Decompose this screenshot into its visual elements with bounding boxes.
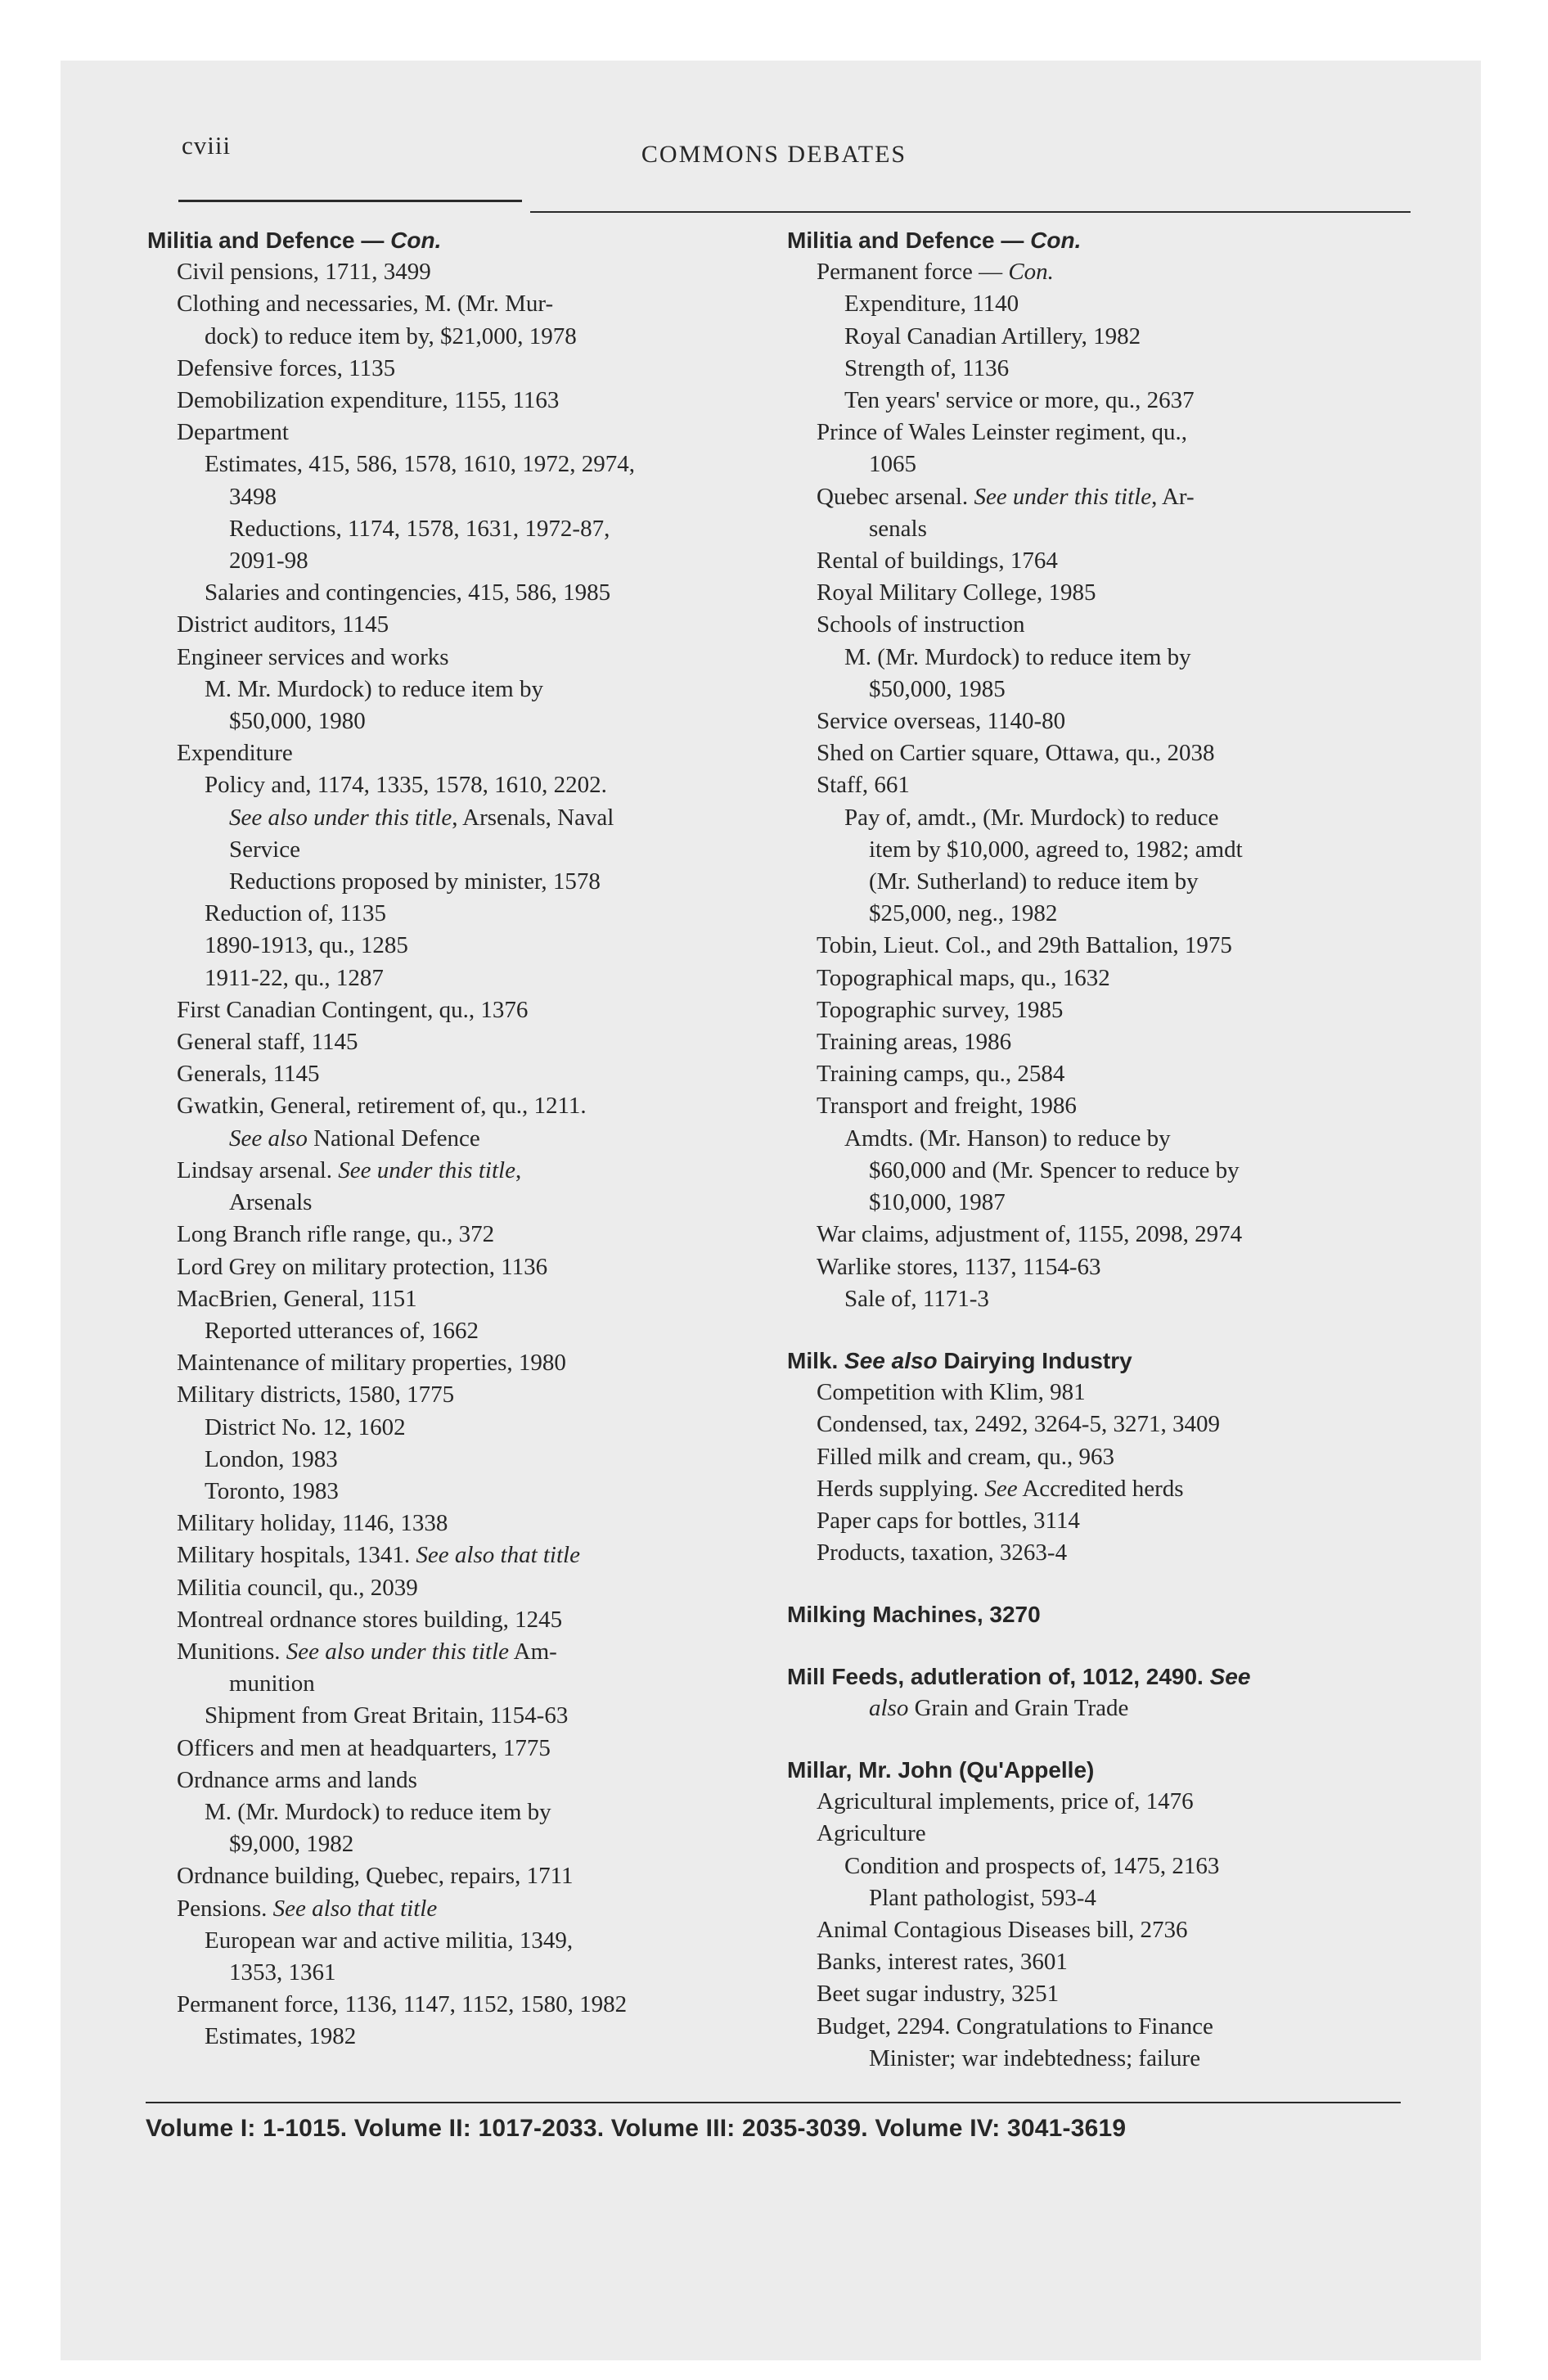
index-entry: Budget, 2294. Congratulations to Finance	[817, 2013, 1213, 2040]
index-entry: Military hospitals, 1341. See also that title	[177, 1542, 580, 1569]
index-entry: Transport and freight, 1986	[817, 1093, 1077, 1120]
index-entry: Lindsay arsenal. See under this title,	[177, 1156, 522, 1183]
index-entry: 1065	[869, 451, 916, 478]
index-entry: M. (Mr. Murdock) to reduce item by	[205, 1798, 551, 1825]
index-entry: Training areas, 1986	[817, 1029, 1012, 1056]
index-entry: Paper caps for bottles, 3114	[817, 1507, 1080, 1534]
index-entry: Reductions, 1174, 1578, 1631, 1972-87,	[229, 515, 610, 542]
index-entry: Civil pensions, 1711, 3499	[177, 259, 431, 286]
index-entry: also Grain and Grain Trade	[869, 1694, 1129, 1721]
index-entry: Service	[229, 836, 300, 863]
index-heading: Militia and Defence — Con.	[147, 228, 442, 253]
index-entry: Tobin, Lieut. Col., and 29th Battalion, 1975	[817, 932, 1232, 959]
index-entry: District No. 12, 1602	[205, 1413, 406, 1440]
index-entry: Expenditure	[177, 740, 293, 767]
index-entry: munition	[229, 1670, 315, 1697]
index-entry: Quebec arsenal. See under this title, Ar-	[817, 483, 1195, 510]
index-entry: Herds supplying. See Accredited herds	[817, 1475, 1184, 1502]
index-entry: $9,000, 1982	[229, 1831, 354, 1858]
entry-spacer	[787, 1569, 1393, 1598]
index-entry: Engineer services and works	[177, 643, 449, 670]
index-entry: Staff, 661	[817, 772, 910, 799]
index-entry: Rental of buildings, 1764	[817, 548, 1058, 575]
index-entry: MacBrien, General, 1151	[177, 1285, 417, 1312]
index-entry: Permanent force, 1136, 1147, 1152, 1580, 1982	[177, 1991, 628, 2018]
index-entry: Service overseas, 1140-80	[817, 708, 1066, 735]
index-entry: Expenditure, 1140	[844, 291, 1019, 318]
page-number: cviii	[182, 131, 232, 160]
index-entry: Ordnance building, Quebec, repairs, 1711	[177, 1863, 574, 1890]
index-entry: item by $10,000, agreed to, 1982; amdt	[869, 836, 1243, 863]
index-entry: London, 1983	[205, 1445, 338, 1472]
index-entry: European war and active militia, 1349,	[205, 1927, 574, 1954]
footer-rule	[146, 2102, 1401, 2103]
index-entry: 3498	[229, 483, 277, 510]
index-heading: Mill Feeds, adutleration of, 1012, 2490. See	[787, 1663, 1251, 1689]
entry-spacer	[787, 1724, 1393, 1754]
index-entry: Competition with Klim, 981	[817, 1379, 1086, 1406]
index-entry: Plant pathologist, 593-4	[869, 1884, 1096, 1911]
index-entry: 2091-98	[229, 548, 308, 575]
index-entry: Beet sugar industry, 3251	[817, 1981, 1060, 2008]
index-entry: Ten years' service or more, qu., 2637	[844, 387, 1195, 414]
index-entry: Military holiday, 1146, 1338	[177, 1510, 448, 1537]
index-entry: 1890-1913, qu., 1285	[205, 932, 408, 959]
index-entry: $60,000 and (Mr. Spencer to reduce by	[869, 1156, 1240, 1183]
index-entry: Filled milk and cream, qu., 963	[817, 1443, 1115, 1470]
index-entry: See also under this title, Arsenals, Naval	[229, 804, 614, 831]
index-entry: Strength of, 1136	[844, 354, 1010, 381]
index-entry: dock) to reduce item by, $21,000, 1978	[205, 322, 577, 349]
index-entry: Department	[177, 419, 289, 446]
index-entry: Prince of Wales Leinster regiment, qu.,	[817, 419, 1187, 446]
index-entry: Ordnance arms and lands	[177, 1766, 417, 1793]
index-entry: $10,000, 1987	[869, 1189, 1006, 1216]
index-entry: Toronto, 1983	[205, 1477, 339, 1504]
index-entry: Condensed, tax, 2492, 3264-5, 3271, 3409	[817, 1411, 1220, 1438]
index-entry: Reductions proposed by minister, 1578	[229, 868, 601, 895]
index-entry: Topographical maps, qu., 1632	[817, 964, 1110, 991]
index-entry: Policy and, 1174, 1335, 1578, 1610, 2202.	[205, 772, 607, 799]
index-column-left	[147, 224, 753, 2053]
index-heading: Militia and Defence — Con.	[787, 228, 1082, 253]
index-entry: Military districts, 1580, 1775	[177, 1382, 455, 1409]
index-entry: Officers and men at headquarters, 1775	[177, 1734, 551, 1761]
index-entry: Minister; war indebtedness; failure	[869, 2044, 1201, 2071]
entry-spacer	[787, 1631, 1393, 1661]
index-entry: Shed on Cartier square, Ottawa, qu., 2038	[817, 740, 1215, 767]
index-heading: Milk. See also Dairying Industry	[787, 1347, 1132, 1373]
index-entry: Arsenals	[229, 1189, 313, 1216]
index-entry: $50,000, 1980	[229, 708, 366, 735]
index-entry: Topographic survey, 1985	[817, 996, 1064, 1023]
index-entry: Lord Grey on military protection, 1136	[177, 1253, 548, 1280]
index-entry: Condition and prospects of, 1475, 2163	[844, 1852, 1220, 1879]
index-entry: Demobilization expenditure, 1155, 1163	[177, 387, 560, 414]
index-entry: $25,000, neg., 1982	[869, 900, 1058, 927]
index-entry: Permanent force — Con.	[817, 259, 1054, 286]
index-entry: Banks, interest rates, 3601	[817, 1949, 1068, 1976]
running-title: COMMONS DEBATES	[641, 141, 907, 168]
index-entry: Defensive forces, 1135	[177, 354, 396, 381]
index-entry: Gwatkin, General, retirement of, qu., 1211.	[177, 1093, 587, 1120]
index-entry: See also National Defence	[229, 1125, 480, 1152]
index-entry: Militia council, qu., 2039	[177, 1574, 418, 1601]
index-entry: Sale of, 1171-3	[844, 1285, 989, 1312]
index-entry: First Canadian Contingent, qu., 1376	[177, 996, 529, 1023]
index-entry: War claims, adjustment of, 1155, 2098, 2974	[817, 1221, 1243, 1248]
index-entry: Salaries and contingencies, 415, 586, 1985	[205, 579, 611, 606]
index-heading: Milking Machines, 3270	[787, 1602, 1041, 1628]
index-entry: Estimates, 1982	[205, 2023, 357, 2050]
entry-spacer	[787, 1315, 1393, 1345]
volume-footer: Volume I: 1-1015. Volume II: 1017-2033. Volume III: 2035-3039. Volume IV: 3041-3619	[146, 2115, 1127, 2142]
index-entry: Pay of, amdt., (Mr. Murdock) to reduce	[844, 804, 1219, 831]
index-entry: Schools of instruction	[817, 611, 1025, 638]
index-entry: M. (Mr. Murdock) to reduce item by	[844, 643, 1191, 670]
index-entry: 1353, 1361	[229, 1959, 336, 1986]
index-entry: Montreal ordnance stores building, 1245	[177, 1606, 563, 1633]
index-entry: District auditors, 1145	[177, 611, 389, 638]
index-entry: Agricultural implements, price of, 1476	[817, 1788, 1194, 1815]
index-entry: Shipment from Great Britain, 1154-63	[205, 1702, 569, 1729]
index-column-right	[787, 224, 1393, 2075]
index-entry: Warlike stores, 1137, 1154-63	[817, 1253, 1101, 1280]
index-entry: Long Branch rifle range, qu., 372	[177, 1221, 495, 1248]
index-entry: Clothing and necessaries, M. (Mr. Mur-	[177, 291, 554, 318]
index-entry: Products, taxation, 3263-4	[817, 1539, 1068, 1566]
header-rule	[530, 211, 1411, 213]
index-entry: General staff, 1145	[177, 1029, 358, 1056]
index-entry: Reported utterances of, 1662	[205, 1317, 479, 1344]
index-entry: senals	[869, 515, 927, 542]
index-entry: Amdts. (Mr. Hanson) to reduce by	[844, 1125, 1171, 1152]
index-entry: 1911-22, qu., 1287	[205, 964, 384, 991]
index-entry: Royal Canadian Artillery, 1982	[844, 322, 1141, 349]
index-entry: Training camps, qu., 2584	[817, 1061, 1065, 1088]
index-entry: $50,000, 1985	[869, 675, 1006, 702]
index-entry: Maintenance of military properties, 1980	[177, 1350, 566, 1377]
index-entry: (Mr. Sutherland) to reduce item by	[869, 868, 1199, 895]
index-entry: Animal Contagious Diseases bill, 2736	[817, 1916, 1188, 1943]
index-entry: Pensions. See also that title	[177, 1895, 438, 1922]
index-entry: Estimates, 415, 586, 1578, 1610, 1972, 2974,	[205, 451, 636, 478]
index-entry: Agriculture	[817, 1820, 926, 1847]
header-rule-left	[178, 200, 522, 202]
index-entry: Reduction of, 1135	[205, 900, 387, 927]
index-entry: Royal Military College, 1985	[817, 579, 1096, 606]
index-entry: Munitions. See also under this title Am-	[177, 1638, 557, 1665]
index-heading: Millar, Mr. John (Qu'Appelle)	[787, 1756, 1095, 1783]
index-entry: Generals, 1145	[177, 1061, 320, 1088]
index-entry: M. Mr. Murdock) to reduce item by	[205, 675, 543, 702]
